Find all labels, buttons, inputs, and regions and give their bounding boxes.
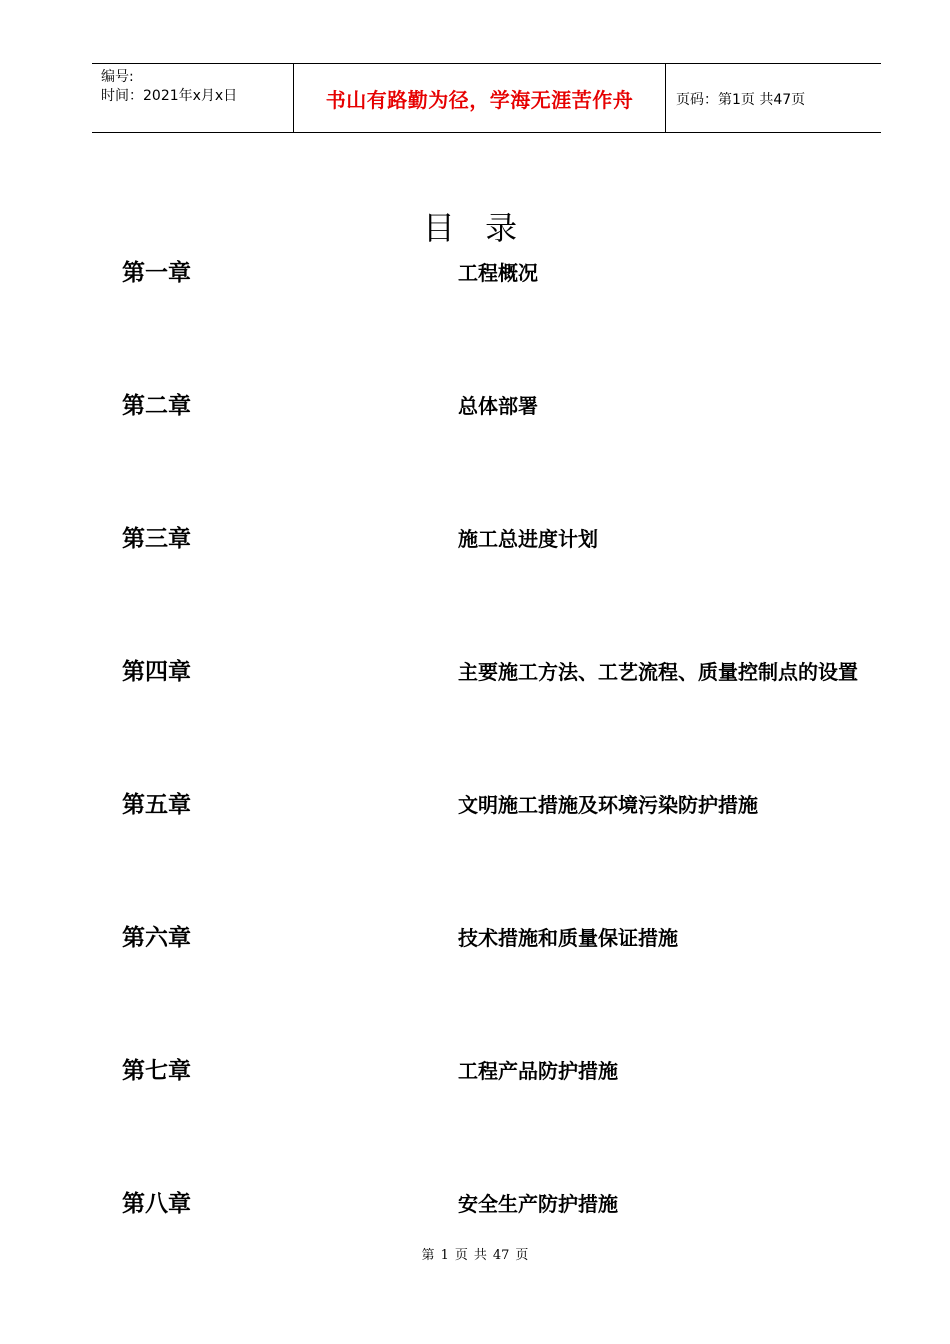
toc-title: 工程产品防护措施 [458,1059,618,1083]
code-label: 编号: [101,69,134,85]
footer-gong: 共 [473,1248,487,1263]
footer-ye2: 页 [515,1248,529,1263]
toc-title: 主要施工方法、工艺流程、质量控制点的设置 [458,660,858,684]
toc-title: 总体部署 [458,394,538,418]
toc-row [0,1052,950,1092]
toc-title: 工程概况 [458,261,538,285]
toc-chapter: 第四章 [122,659,191,685]
toc-title: 施工总进度计划 [458,527,598,551]
footer-page-number: 1 [440,1248,449,1263]
page-title: 目 录 [422,209,528,247]
toc-chapter: 第三章 [122,526,191,552]
toc-title: 文明施工措施及环境污染防护措施 [458,793,758,817]
toc-chapter: 第七章 [122,1058,191,1084]
page-header [92,63,881,133]
header-page-cell [666,64,881,132]
time-label: 时间：2021年x月x日 [101,88,238,104]
toc-chapter: 第六章 [122,925,191,951]
toc-row [0,520,950,560]
toc-row [0,254,950,294]
toc-chapter: 第一章 [122,260,191,286]
toc-row [0,387,950,427]
motto-text: 书山有路勤为径，学海无涯苦作舟 [325,87,634,112]
toc-chapter: 第八章 [122,1191,191,1217]
toc-title: 安全生产防护措施 [458,1192,618,1216]
page-footer [0,1244,950,1263]
footer-ye: 页 [454,1248,468,1263]
toc-chapter: 第二章 [122,393,191,419]
header-meta-cell [92,64,293,132]
page-info: 页码：第1页 共47页 [676,92,806,108]
toc-row [0,1185,950,1225]
toc-title: 技术措施和质量保证措施 [458,926,678,950]
toc-row [0,653,950,693]
footer-di: 第 [421,1248,435,1263]
toc-chapter: 第五章 [122,792,191,818]
footer-total-pages: 47 [492,1248,510,1263]
toc-row [0,919,950,959]
header-motto-cell [293,64,666,132]
toc-row [0,786,950,826]
